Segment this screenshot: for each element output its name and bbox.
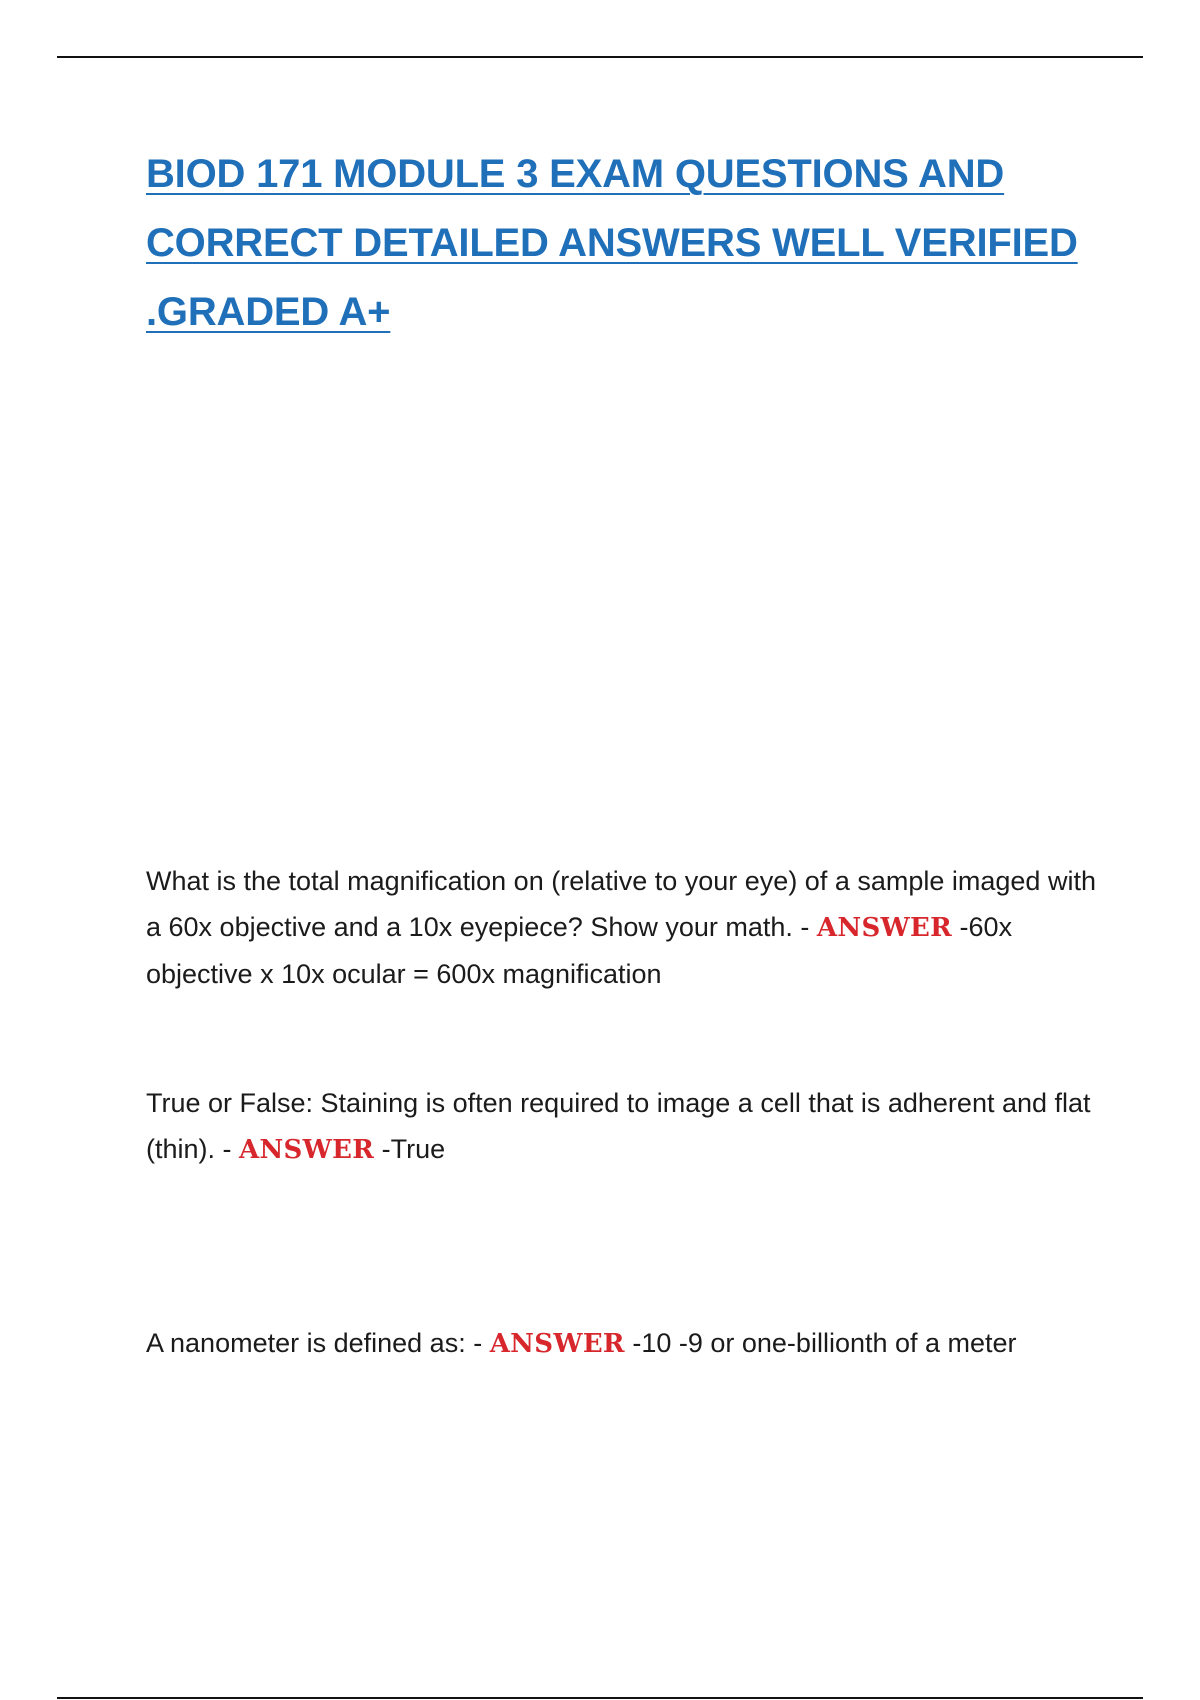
qa-item (146, 858, 1106, 997)
top-rule (57, 56, 1143, 58)
answer-label: ANSWER (239, 1135, 375, 1165)
document-title (146, 140, 1086, 347)
title-line-1: BIOD 171 MODULE 3 EXAM QUESTIONS AND (146, 152, 1005, 196)
title-line-3: .GRADED A+ (146, 290, 391, 334)
answer-text: -True (374, 1134, 446, 1164)
answer-label: ANSWER (489, 1329, 625, 1359)
title-line-2: CORRECT DETAILED ANSWERS WELL VERIFIED (146, 221, 1078, 265)
answer-text: -60x objective x 10x ocular = 600x magnification (146, 912, 1013, 989)
bottom-rule (57, 1697, 1143, 1699)
question-text: What is the total magnification on (relative to your eye) of a sample imaged with a 60x objective and a 10x eyepiece? Show your math. - (146, 866, 1096, 942)
qa-item (146, 1080, 1106, 1173)
question-text: A nanometer is defined as: - (146, 1328, 490, 1358)
answer-text: -10 -9 or one-billionth of a meter (624, 1328, 1017, 1358)
qa-item (146, 1320, 1106, 1367)
question-text: True or False: Staining is often required to image a cell that is adherent and flat (thin). - (146, 1088, 1091, 1164)
answer-label: ANSWER (816, 913, 953, 943)
